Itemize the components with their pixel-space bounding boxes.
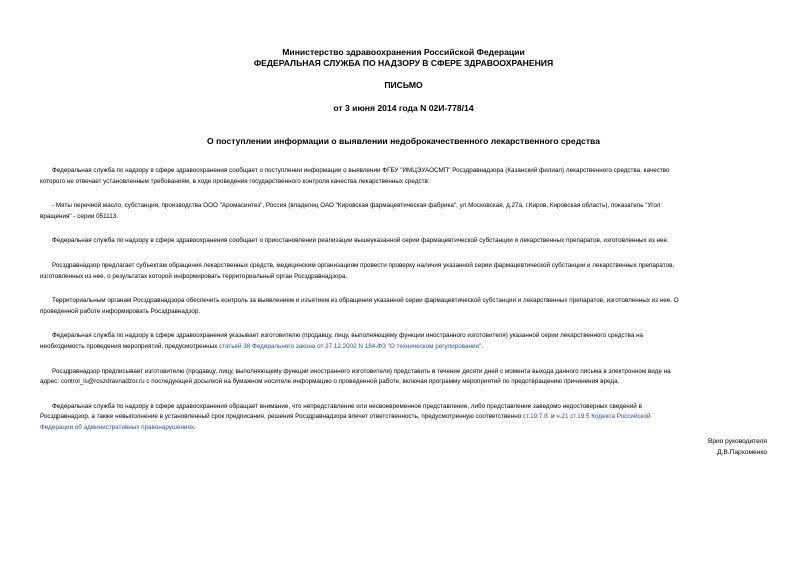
- text-line: которого не отвечает установленным требованиям, в ходе проведения государственного контроля качества лекарственных средств:: [40, 177, 430, 185]
- text-line: [40, 423, 767, 434]
- document-date-number: от 3 июня 2014 года N 02И-778/14: [333, 102, 474, 113]
- text-line: Федеральная служба по надзору в сфере здравоохранения обращает внимание, что непредставление или несвоевременное представление, либо представление заведомо недостоверных сведений в: [52, 402, 642, 410]
- text-line: Территориальным органам Росздравнадзора обеспечить контроль за выявлением и изъятием из обращения указанной серии фармацевтической субстанции и лекарственных препаратов, изготовленных из нее. О: [52, 297, 679, 305]
- document-type: ПИСЬМО: [384, 80, 423, 90]
- text-segment: необходимость проведения мероприятий, предусмотренных: [40, 342, 220, 350]
- document-title: О поступлении информации о выявлении недоброкачественного лекарственного средства: [207, 136, 600, 146]
- ministry-name: Министерство здравоохранения Российской Федерации: [282, 47, 525, 57]
- text-line: Росздравнадзор предписывает изготовителю (продавцу, лицу, выполняющему функции иностранного изготовителя) представить в течение десяти дней с момента выхода данного письма в электронном виде на: [52, 367, 671, 375]
- law-article-link[interactable]: статьей 38 Федерального закона от 27.12.2002 N 184-ФЗ "О техническом регулировании": [219, 342, 482, 350]
- document-header: [0, 47, 807, 113]
- text-line: Федеральная служба по надзору в сфере здравоохранения сообщает о поступлении информации о выявлении ФГБУ "ИМЦЭУАОСМП" Росздравнадзора (Казанский филиал) лекарственного средства, качество: [52, 167, 670, 174]
- text-line: изготовленных из нее, о результатах которой информировать территориальный орган Росздравнадзора.: [40, 272, 348, 280]
- paragraph: [40, 367, 767, 388]
- text-line: Федеральная служба по надзору в сфере здравоохранения сообщает о приостановлении реализации вышеуказанной серии фармацевтической субстанции и лекарственных препаратов, изготовленных из нее.: [52, 237, 669, 245]
- text-line: вращения" - серии 051113.: [40, 212, 118, 220]
- text-line: - Мяты перечной масло, субстанция, производства ООО "Аромасинтез", Россия (владелец ОАО "Кировская фармацевтическая фабрика", ул.Московская, д.27а, г.Киров, Кировская область), показатель "Угол: [52, 202, 661, 210]
- text-segment: .: [481, 342, 483, 350]
- paragraph: [40, 331, 767, 352]
- text-line: [40, 412, 767, 423]
- text-line: проведенной работе информировать Росздравнадзор.: [40, 307, 201, 315]
- text-segment: .: [194, 423, 196, 431]
- code-article-link[interactable]: ст.19.7.8.: [523, 413, 550, 421]
- code-name-link[interactable]: Федерации об административных правонарушениях: [40, 423, 194, 431]
- text-segment: и: [549, 413, 557, 421]
- paragraph: [40, 166, 767, 187]
- service-name: ФЕДЕРАЛЬНАЯ СЛУЖБА ПО НАДЗОРУ В СФЕРЕ ЗДРАВООХРАНЕНИЯ: [253, 57, 554, 68]
- text-line: адрес: control_ls@roszdravnadzor.ru с последующей досылкой на бумажном носителе информацию о проведенной работе, включая программу мероприятий по предотвращению причинения вреда.: [40, 378, 620, 386]
- signer-position: Врио руководителя: [707, 438, 767, 445]
- paragraph: [40, 201, 767, 222]
- text-line: Росздравнадзор предлагает субъектам обращения лекарственных средств, медицинским организациям провести проверку наличия указанной серии фармацевтической субстанции и лекарственных препаратов,: [52, 261, 675, 269]
- code-article-link[interactable]: ч.21 ст.19.5 Кодекса Российской: [556, 413, 651, 421]
- text-segment: Росздравнадзор, а также невыполнение в установленный срок предписания, решения Росздравнадзора влечет ответственность, предусмотренную соответственно: [40, 413, 524, 421]
- paragraph: [40, 296, 767, 317]
- paragraph: [40, 236, 767, 247]
- paragraph: [40, 402, 767, 434]
- text-line: Федеральная служба по надзору в сфере здравоохранения указывает изготовителю (продавцу, лицу, выполняющему функции иностранного изготовителя) указанной серии лекарственного средства на: [52, 332, 644, 340]
- text-line: [40, 342, 767, 353]
- signer-name: Д.В.Пархоменко: [717, 449, 767, 456]
- signature-block: [708, 436, 767, 458]
- paragraph: [40, 261, 767, 282]
- document-body: [40, 166, 767, 448]
